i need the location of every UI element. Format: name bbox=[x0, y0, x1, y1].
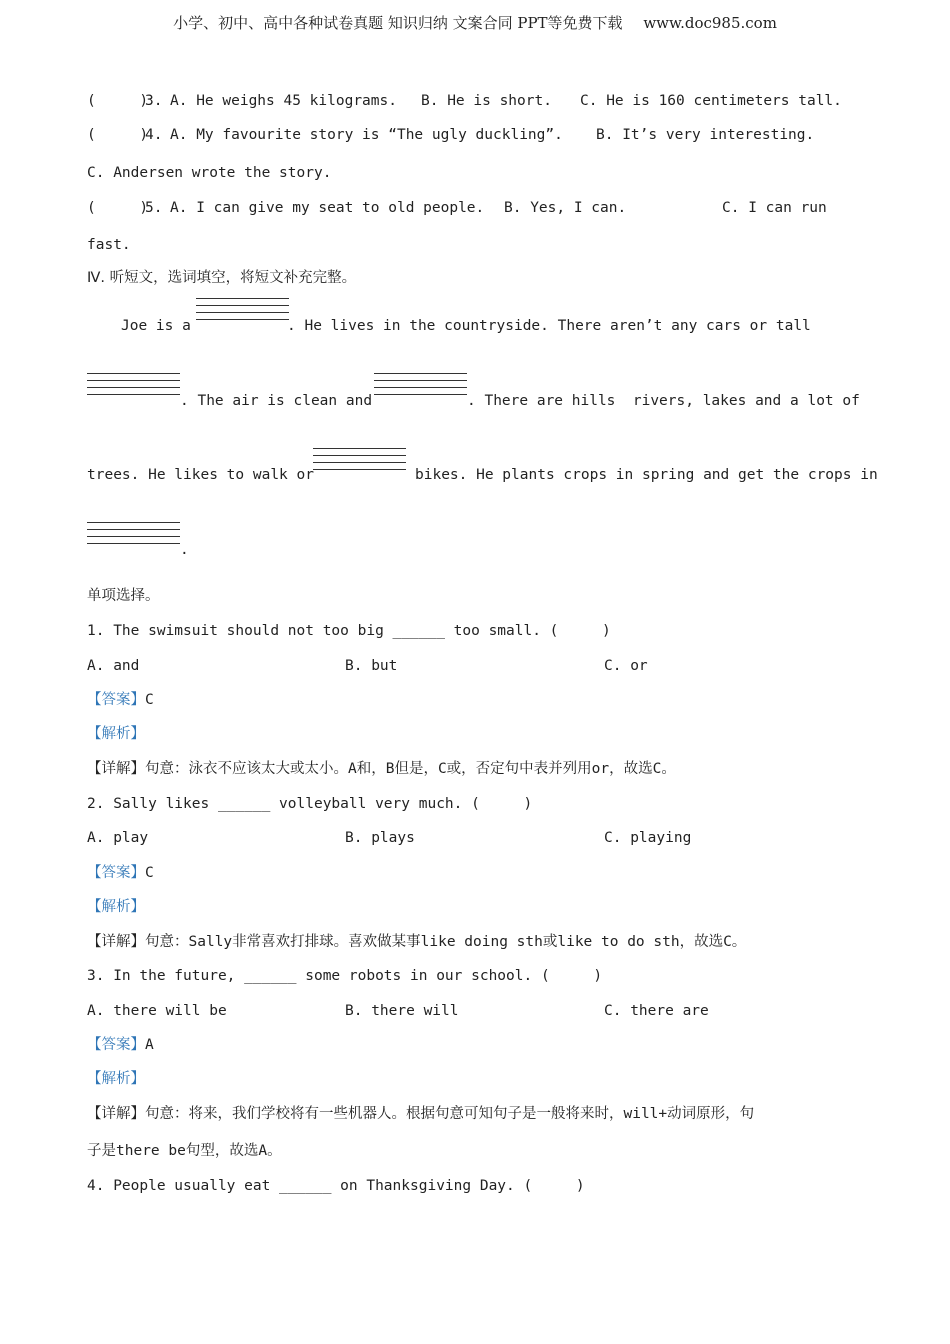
q5-paren: ( ) bbox=[87, 200, 149, 216]
choice-q3-detail-cont: 子是there be句型，故选A。 bbox=[87, 1143, 282, 1159]
q3-paren: ( ) bbox=[87, 93, 149, 109]
q5-option-c-cont: fast. bbox=[87, 237, 131, 253]
detail-text: 句意：将来，我们学校将有一些机器人。根据句意可知句子是一般将来时，will+动词原形，句 bbox=[145, 1106, 755, 1122]
detail-text: 句意：泳衣不应该太大或太小。A和，B但是，C或，否定句中表并列用or，故选C。 bbox=[145, 761, 676, 777]
passage-line3-end: bikes. He plants crops in spring and get the crops in bbox=[415, 467, 878, 483]
choice-q2-option-a: A. play bbox=[87, 830, 149, 846]
q3-option-b: B. He is short. bbox=[421, 93, 552, 109]
header-text: 小学、初中、高中各种试卷真题 知识归纳 文案合同 PPT等免费下载 bbox=[173, 14, 623, 32]
choice-q2-analysis-label: 【解析】 bbox=[87, 899, 145, 915]
passage-line1-end: . He lives in the countryside. There aren’t any cars or tall bbox=[287, 318, 811, 334]
q4-option-b: B. It’s very interesting. bbox=[596, 127, 815, 143]
choice-q3-option-c: C. there are bbox=[604, 1003, 709, 1019]
passage-line1-start: Joe is a bbox=[121, 318, 191, 334]
detail-label: 【详解】 bbox=[87, 761, 145, 777]
choice-q1-detail bbox=[87, 759, 676, 779]
passage-blank-4[interactable] bbox=[313, 448, 406, 476]
header-url: www.doc985.com bbox=[643, 14, 777, 32]
choice-q1-analysis-label: 【解析】 bbox=[87, 726, 145, 742]
passage-blank-5[interactable] bbox=[87, 522, 180, 550]
choice-q1-answer bbox=[87, 690, 154, 710]
choice-q2-option-c: C. playing bbox=[604, 830, 692, 846]
choice-q2-detail bbox=[87, 932, 746, 952]
answer-label: 【答案】 bbox=[87, 692, 145, 708]
answer-value: C bbox=[145, 865, 154, 881]
passage-line2-mid: . The air is clean and bbox=[180, 393, 373, 409]
passage-blank-2[interactable] bbox=[87, 373, 180, 401]
choice-q3-answer bbox=[87, 1035, 154, 1055]
passage-line3-start: trees. He likes to walk or bbox=[87, 467, 314, 483]
q3-option-a: A. He weighs 45 kilograms. bbox=[170, 93, 397, 109]
choice-q3-option-a: A. there will be bbox=[87, 1003, 227, 1019]
q3-option-c: C. He is 160 centimeters tall. bbox=[580, 93, 842, 109]
section4-title: Ⅳ. 听短文，选词填空，将短文补充完整。 bbox=[87, 270, 357, 286]
q5-option-c: C. I can run bbox=[722, 200, 827, 216]
choice-q1-option-c: C. or bbox=[604, 658, 648, 674]
answer-value: C bbox=[145, 692, 154, 708]
choice-q4-stem: 4. People usually eat ______ on Thanksgiving Day. ( ) bbox=[87, 1178, 585, 1194]
detail-label: 【详解】 bbox=[87, 934, 145, 950]
choice-q2-option-b: B. plays bbox=[345, 830, 415, 846]
q5-option-a: A. I can give my seat to old people. bbox=[170, 200, 485, 216]
q5-option-b: B. Yes, I can. bbox=[504, 200, 627, 216]
detail-text: 句意：Sally非常喜欢打排球。喜欢做某事like doing sth或like to do sth，故选C。 bbox=[145, 934, 747, 950]
q4-paren: ( ) bbox=[87, 127, 149, 143]
choice-q1-option-a: A. and bbox=[87, 658, 140, 674]
choice-title: 单项选择。 bbox=[87, 588, 160, 604]
detail-label: 【详解】 bbox=[87, 1106, 145, 1122]
q4-option-a: A. My favourite story is “The ugly duckling”. bbox=[170, 127, 563, 143]
passage-blank-3[interactable] bbox=[374, 373, 467, 401]
passage-line2-end: . There are hills rivers, lakes and a lot of bbox=[467, 393, 860, 409]
page-header bbox=[0, 12, 950, 33]
choice-q1-stem: 1. The swimsuit should not too big ______ too small. ( ) bbox=[87, 623, 611, 639]
answer-label: 【答案】 bbox=[87, 1037, 145, 1053]
choice-q3-detail bbox=[87, 1104, 754, 1124]
answer-value: A bbox=[145, 1037, 154, 1053]
passage-blank-1[interactable] bbox=[196, 298, 289, 326]
answer-label: 【答案】 bbox=[87, 865, 145, 881]
choice-q2-stem: 2. Sally likes ______ volleyball very much. ( ) bbox=[87, 796, 533, 812]
q5-num: 5. bbox=[145, 200, 163, 216]
q4-num: 4. bbox=[145, 127, 163, 143]
choice-q1-option-b: B. but bbox=[345, 658, 398, 674]
choice-q3-stem: 3. In the future, ______ some robots in our school. ( ) bbox=[87, 968, 603, 984]
choice-q3-option-b: B. there will bbox=[345, 1003, 459, 1019]
choice-q2-answer bbox=[87, 863, 154, 883]
q3-num: 3. bbox=[145, 93, 163, 109]
q4-option-c: C. Andersen wrote the story. bbox=[87, 165, 332, 181]
choice-q3-analysis-label: 【解析】 bbox=[87, 1071, 145, 1087]
passage-line4-end: . bbox=[180, 542, 189, 558]
